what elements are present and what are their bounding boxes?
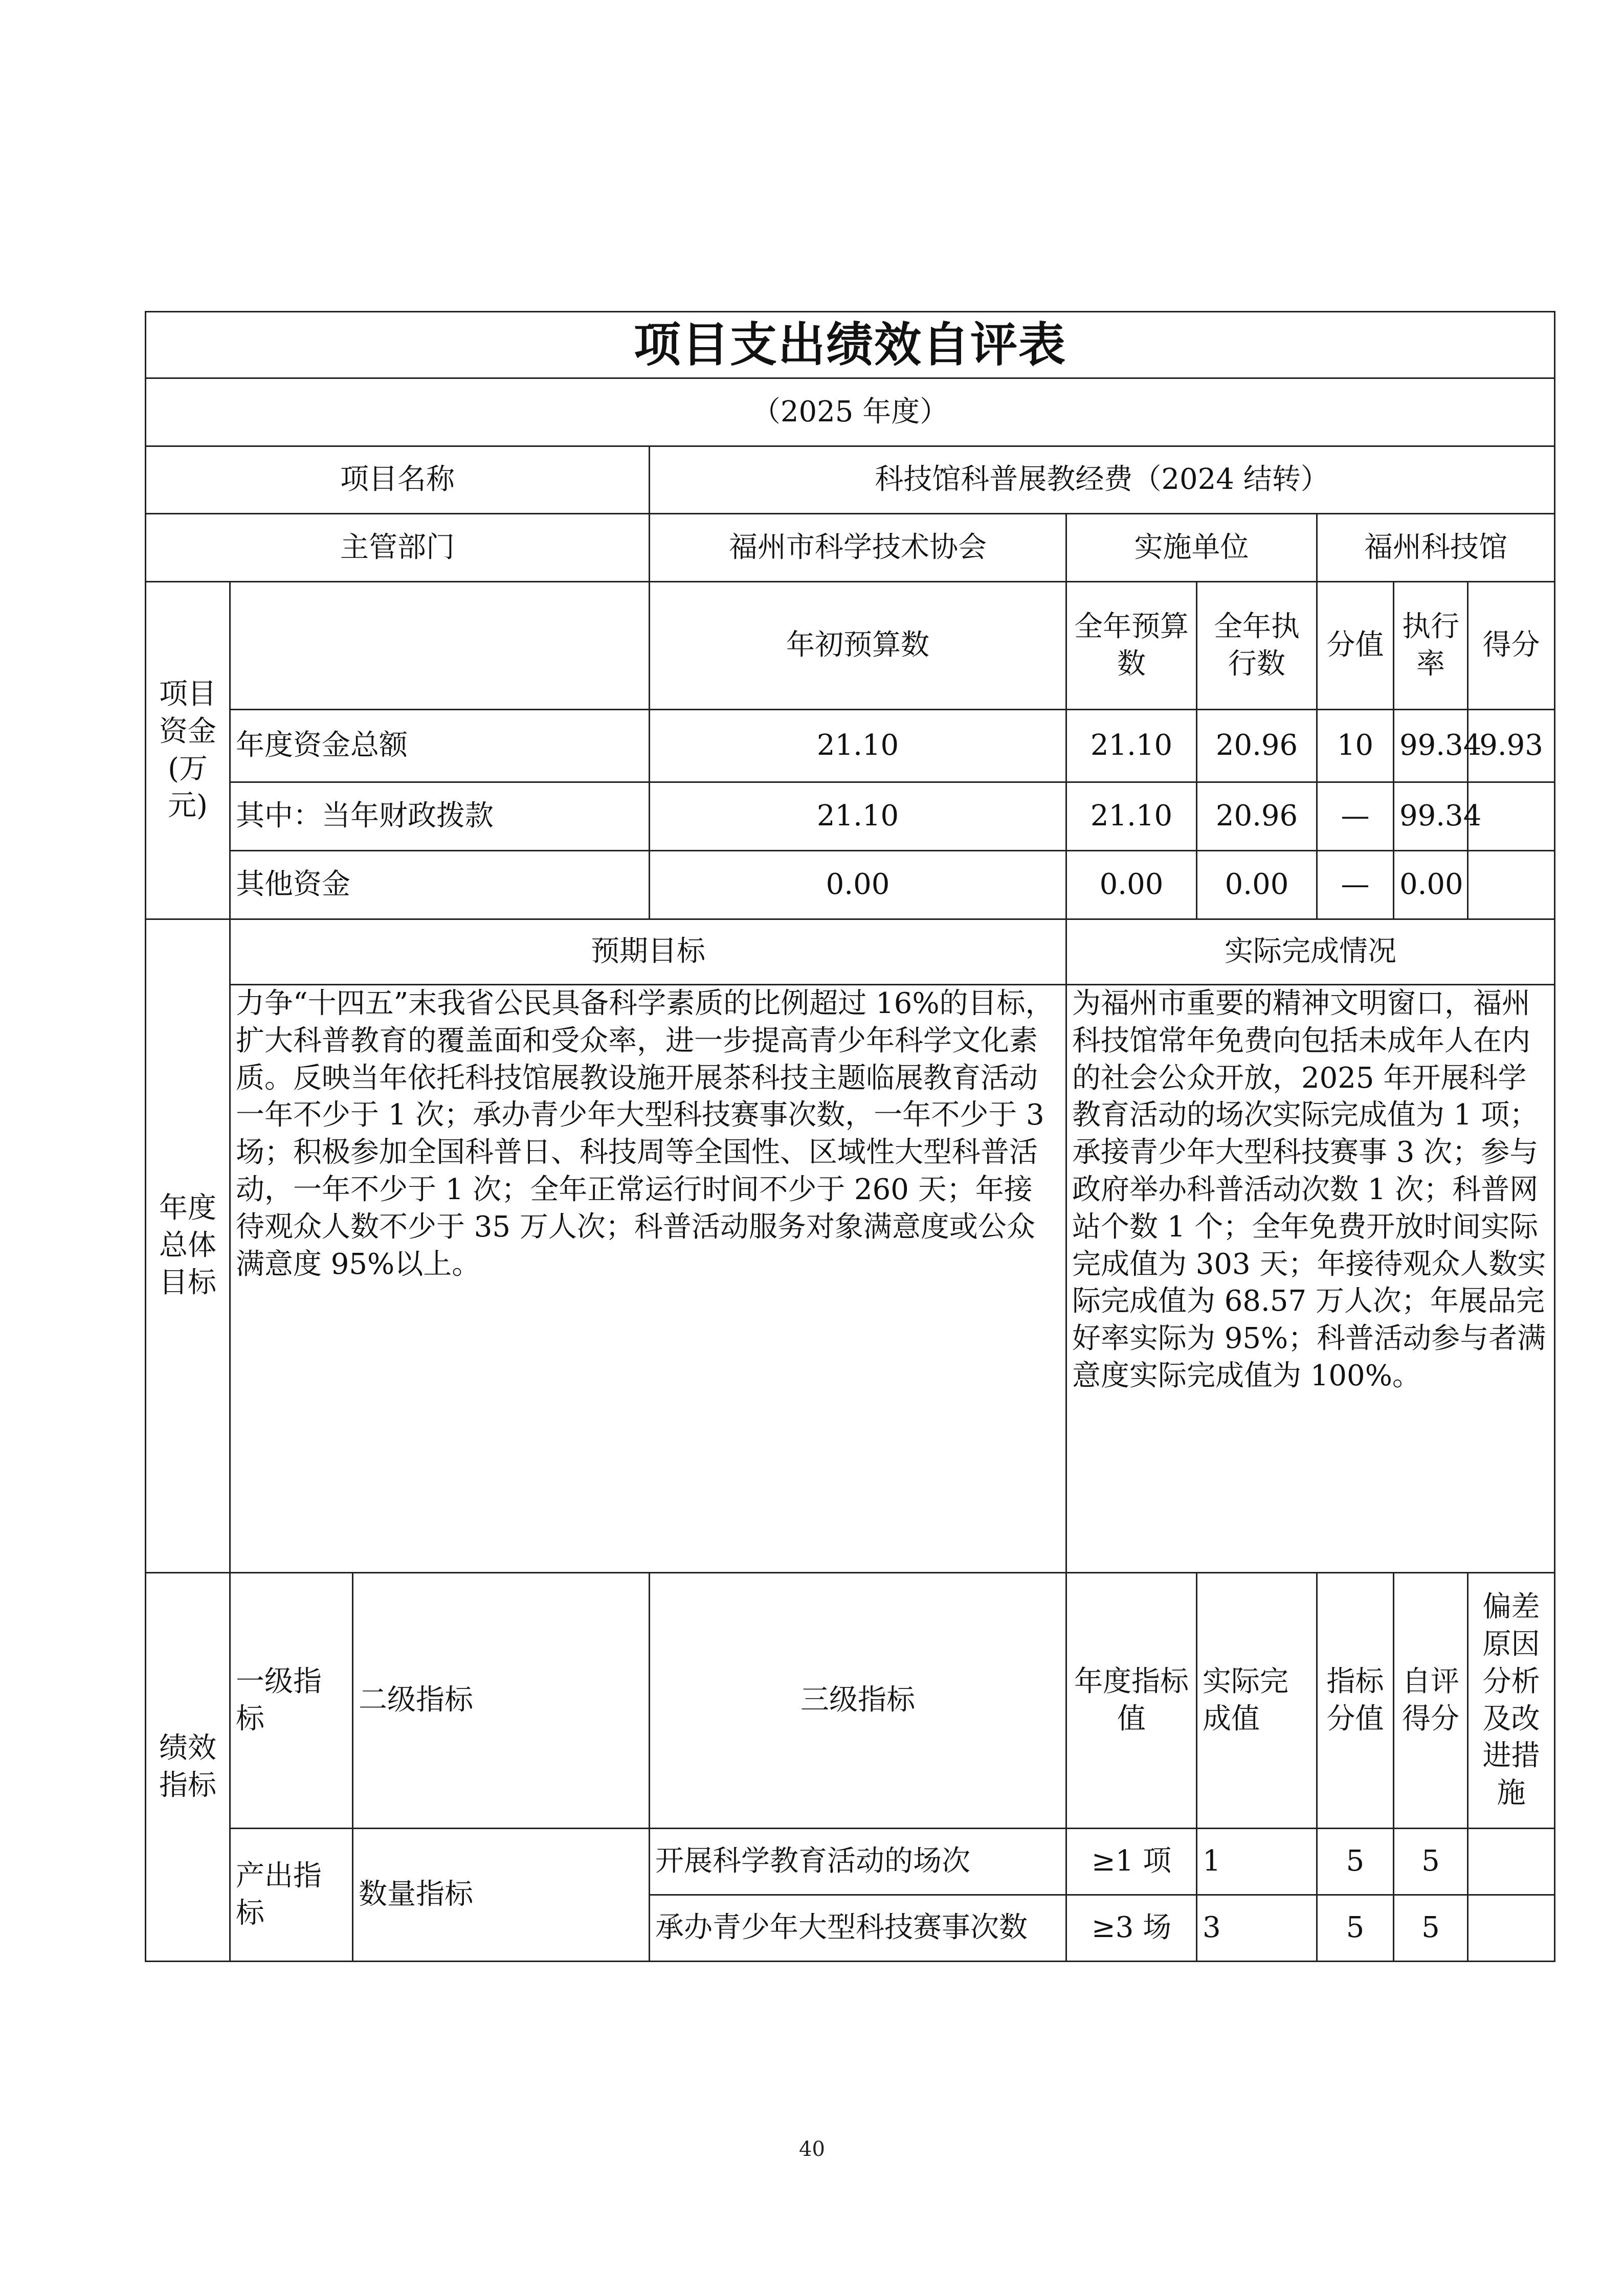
- indicator-header-level3: 三级指标: [650, 1573, 1066, 1829]
- funds-cell-full-budget: 0.00: [1066, 851, 1197, 919]
- funds-cell-executed: 0.00: [1197, 851, 1317, 919]
- indicator-header-deviation: 偏差原因分析及改进措施: [1468, 1573, 1555, 1829]
- implementing-unit-label: 实施单位: [1066, 514, 1317, 582]
- funds-header-full-budget: 全年预算数: [1066, 582, 1197, 710]
- funds-cell-executed: 20.96: [1197, 710, 1317, 782]
- funds-cell-score-value: —: [1317, 851, 1394, 919]
- funds-side-label: 项目资金(万元): [146, 582, 230, 919]
- indicator-header-level2: 二级指标: [353, 1573, 650, 1829]
- funds-cell-rate: 99.34: [1394, 710, 1468, 782]
- implementing-unit-value: 福州科技馆: [1317, 514, 1555, 582]
- funds-header-score: 得分: [1468, 582, 1555, 710]
- page-number: 40: [799, 2137, 825, 2161]
- funds-row-label: 其他资金: [230, 851, 650, 919]
- indicator-level2-value: 数量指标: [353, 1829, 650, 1962]
- indicators-side-label: 绩效指标: [146, 1573, 230, 1962]
- funds-header-blank: [230, 582, 650, 710]
- indicator-self-score: 5: [1394, 1829, 1468, 1895]
- funds-cell-initial-budget: 0.00: [650, 851, 1066, 919]
- indicator-target: ≥1 项: [1066, 1829, 1197, 1895]
- funds-row: [146, 851, 1555, 919]
- funds-cell-initial-budget: 21.10: [650, 710, 1066, 782]
- indicator-weight: 5: [1317, 1895, 1394, 1962]
- funds-row-label: 其中：当年财政拨款: [230, 782, 650, 851]
- funds-row-label: 年度资金总额: [230, 710, 650, 782]
- actual-completion-header: 实际完成情况: [1066, 919, 1555, 985]
- indicator-header-target: 年度指标值: [1066, 1573, 1197, 1829]
- indicator-header-weight: 指标分值: [1317, 1573, 1394, 1829]
- expected-goal-text: 力争“十四五”末我省公民具备科学素质的比例超过 16%的目标，扩大科普教育的覆盖面和受众率，进一步提高青少年科学文化素质。反映当年依托科技馆展教设施开展茶科技主题临展教育活动一年不少于 1 次；承办青少年大型科技赛事次数，一年不少于 3 场；积极参加全国科普日、科技周等全国性、区域性大型科普活动，一年不少于 1 次；全年正常运行时间不少于 260 天；年接待观众人数不少于 35 万人次；科普活动服务对象满意度或公众满意度 95%以上。: [230, 985, 1066, 1573]
- indicator-level3: 开展科学教育活动的场次: [650, 1829, 1066, 1895]
- funds-cell-full-budget: 21.10: [1066, 782, 1197, 851]
- indicator-deviation: [1468, 1829, 1555, 1895]
- indicator-target: ≥3 场: [1066, 1895, 1197, 1962]
- report-year: （2025 年度）: [146, 378, 1555, 446]
- project-name-value: 科技馆科普展教经费（2024 结转）: [650, 446, 1555, 514]
- indicator-deviation: [1468, 1895, 1555, 1962]
- department-value: 福州市科学技术协会: [650, 514, 1066, 582]
- funds-cell-score: [1468, 851, 1555, 919]
- funds-cell-rate: 0.00: [1394, 851, 1468, 919]
- funds-row: [146, 782, 1555, 851]
- funds-cell-executed: 20.96: [1197, 782, 1317, 851]
- funds-cell-initial-budget: 21.10: [650, 782, 1066, 851]
- funds-header-initial-budget: 年初预算数: [650, 582, 1066, 710]
- indicator-header-level1: 一级指标: [230, 1573, 353, 1829]
- funds-row: [146, 710, 1555, 782]
- table-title: 项目支出绩效自评表: [146, 312, 1555, 378]
- funds-header-executed: 全年执行数: [1197, 582, 1317, 710]
- performance-self-evaluation-table: [145, 311, 1555, 1962]
- project-name-label: 项目名称: [146, 446, 650, 514]
- department-label: 主管部门: [146, 514, 650, 582]
- funds-cell-score-value: —: [1317, 782, 1394, 851]
- indicator-header-self-score: 自评得分: [1394, 1573, 1468, 1829]
- funds-cell-full-budget: 21.10: [1066, 710, 1197, 782]
- indicator-level1-value: 产出指标: [230, 1829, 353, 1962]
- indicator-weight: 5: [1317, 1829, 1394, 1895]
- indicator-row: [146, 1829, 1555, 1895]
- indicator-header-actual: 实际完成值: [1197, 1573, 1317, 1829]
- funds-header-rate: 执行率: [1394, 582, 1468, 710]
- indicator-actual: 3: [1197, 1895, 1317, 1962]
- indicator-actual: 1: [1197, 1829, 1317, 1895]
- goals-side-label: 年度总体目标: [146, 919, 230, 1573]
- funds-cell-score: 9.93: [1468, 710, 1555, 782]
- funds-cell-score-value: 10: [1317, 710, 1394, 782]
- funds-header-score-value: 分值: [1317, 582, 1394, 710]
- funds-cell-rate: 99.34: [1394, 782, 1468, 851]
- actual-completion-text: 为福州市重要的精神文明窗口，福州科技馆常年免费向包括未成年人在内的社会公众开放，2025 年开展科学教育活动的场次实际完成值为 1 项；承接青少年大型科技赛事 3 次；参与政府举办科普活动次数 1 次；科普网站个数 1 个；全年免费开放时间实际完成值为 303 天；年接待观众人数实际完成值为 68.57 万人次；年展品完好率实际为 95%；科普活动参与者满意度实际完成值为 100%。: [1066, 985, 1555, 1573]
- expected-goal-header: 预期目标: [230, 919, 1066, 985]
- indicator-self-score: 5: [1394, 1895, 1468, 1962]
- indicator-level3: 承办青少年大型科技赛事次数: [650, 1895, 1066, 1962]
